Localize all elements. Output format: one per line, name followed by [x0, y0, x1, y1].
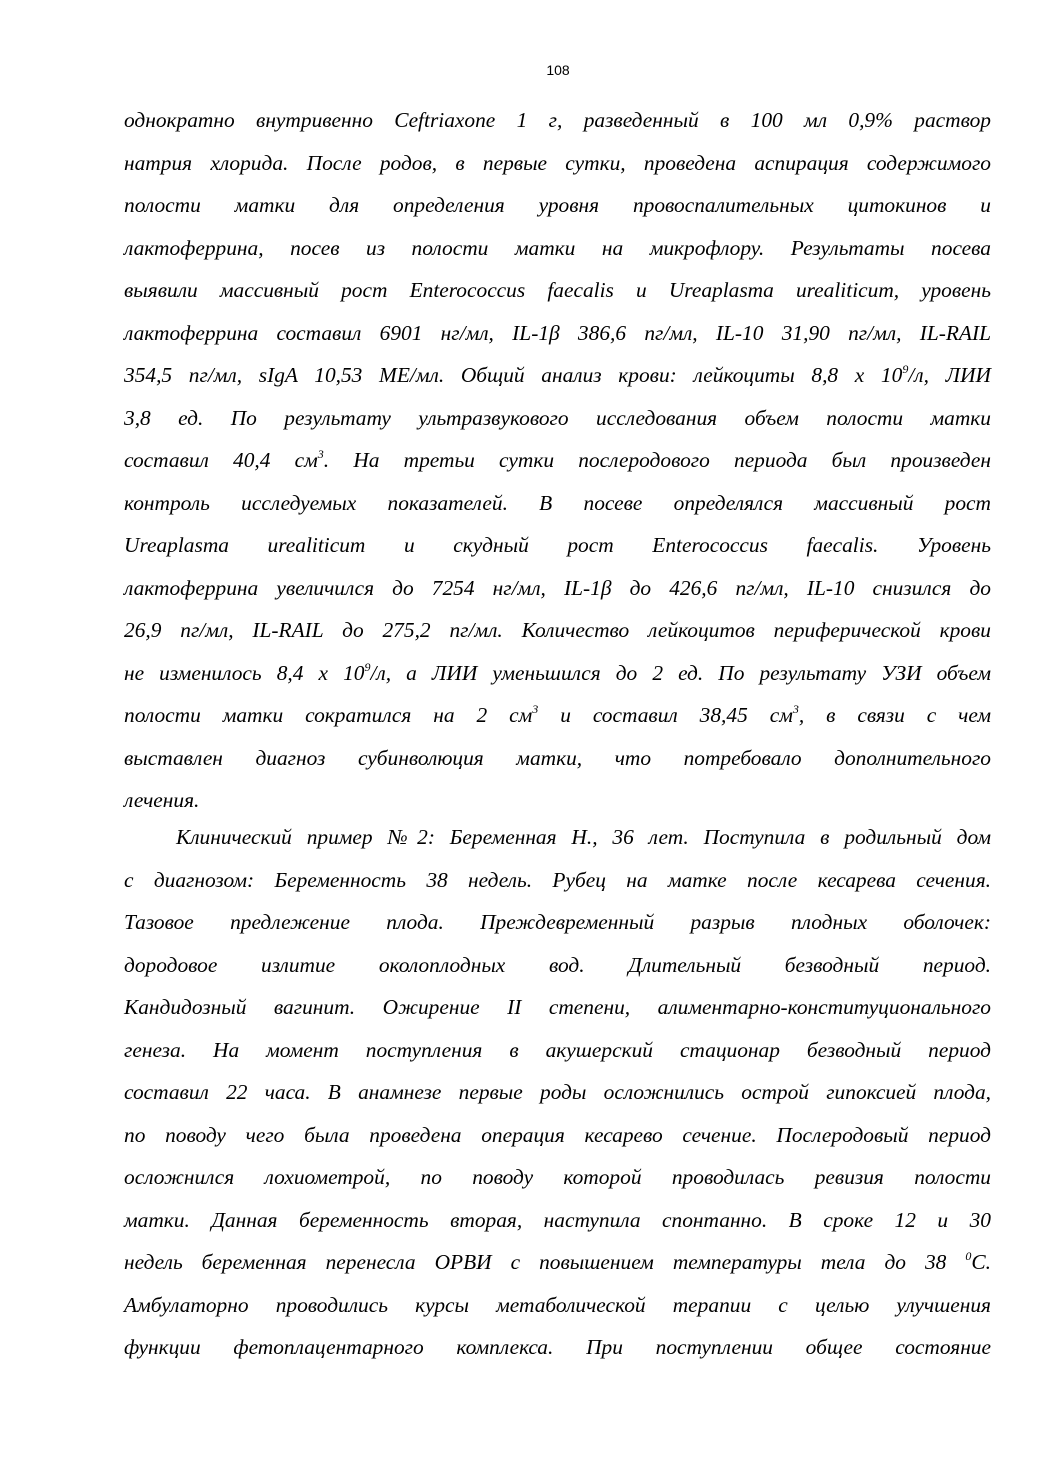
text-segment: лактоферрина, посев из полости матки на микрофлору. Результаты посева [124, 235, 991, 260]
text-line [124, 570, 991, 613]
text-segment: 3,8 ед. По результату ультразвукового исследования объем полости матки [124, 405, 991, 430]
text-segment: с диагнозом: Беременность 38 недель. Рубец на матке после кесарева сечения. [124, 867, 991, 892]
text-line [124, 1074, 991, 1117]
text-segment: и составил 38,45 см [538, 703, 793, 727]
text-segment: натрия хлорида. После родов, в первые сутки, проведена аспирация содержимого [124, 150, 991, 175]
paragraph-case-1 [124, 102, 991, 825]
text-segment: выставлен диагноз субинволюция матки, что потребовало дополнительного [124, 745, 991, 770]
superscript: 3 [792, 702, 799, 716]
text-line [124, 1202, 991, 1245]
text-segment: генеза. На момент поступления в акушерский стационар безводный период [124, 1037, 991, 1062]
text-line [124, 357, 991, 400]
superscript: 0 [965, 1249, 972, 1263]
text-segment: полости матки сократился на 2 см [124, 703, 533, 727]
text-line [124, 272, 991, 315]
text-segment: однократно внутривенно Ceftriaxone 1 г, разведенный в 100 мл 0,9% раствор [124, 108, 991, 132]
text-segment: Кандидозный вагинит. Ожирение II степени, алиментарно-конституционального [124, 995, 991, 1019]
text-segment: /л, а ЛИИ уменьшился до 2 ед. По результату УЗИ объем [370, 660, 992, 685]
text-line [124, 102, 991, 145]
text-segment: по поводу чего была проведена операция кесарево сечение. Послеродовый период [124, 1122, 991, 1147]
text-segment: лечения. [124, 788, 200, 812]
text-segment: не изменилось 8,4 х 10 [124, 660, 365, 685]
superscript: 9 [902, 362, 909, 376]
text-segment: Тазовое предлежение плода. Преждевременный разрыв плодных оболочек: [124, 910, 991, 934]
text-line [124, 947, 991, 990]
text-line [124, 400, 991, 443]
text-segment: осложнился лохиометрой, по поводу которой проводилась ревизия полости [124, 1165, 991, 1189]
page-number: 108 [546, 62, 570, 78]
text-segment: Ureaplasma urealiticum и скудный рост Enterococcus faecalis. Уровень [124, 533, 991, 557]
text-line [124, 989, 991, 1032]
text-segment: функции фетоплацентарного комплекса. При поступлении общее состояние [124, 1335, 991, 1359]
text-segment: лактоферрина составил 6901 нг/мл, IL-1β 386,6 пг/мл, IL-10 31,90 пг/мл, IL-RAIL [124, 320, 991, 345]
text-segment: выявили массивный рост Enterococcus faecalis и Ureaplasma urealiticum, уровень [124, 278, 991, 302]
text-segment: контроль исследуемых показателей. В посеве определялся массивный рост [124, 490, 991, 515]
text-line [124, 485, 991, 528]
text-segment: лактоферрина увеличился до 7254 нг/мл, IL-1β до 426,6 пг/мл, IL-10 снизился до [124, 575, 991, 600]
text-line [124, 145, 991, 188]
text-line [124, 904, 991, 947]
text-segment: составил 40,4 см [124, 448, 318, 472]
text-line [124, 862, 991, 905]
text-line [124, 1117, 991, 1160]
text-segment: недель беременная перенесла ОРВИ с повышением температуры тела до 38 [124, 1250, 966, 1274]
text-segment: 354,5 пг/мл, sIgA 10,53 МЕ/мл. Общий анализ крови: лейкоциты 8,8 х 10 [124, 363, 903, 387]
text-segment: матки. Данная беременность вторая, наступила спонтанно. В сроке 12 и 30 [124, 1207, 991, 1232]
text-segment: полости матки для определения уровня провоспалительных цитокинов и [124, 193, 991, 217]
text-segment: 26,9 пг/мл, IL-RAIL до 275,2 пг/мл. Количество лейкоцитов периферической крови [124, 618, 991, 642]
superscript: 3 [317, 447, 324, 461]
text-line [124, 697, 991, 740]
text-line [124, 230, 991, 273]
text-line [124, 1032, 991, 1075]
text-segment: Амбулаторно проводились курсы метаболической терапии с целью улучшения [124, 1292, 991, 1317]
text-line [124, 1244, 991, 1287]
text-line [124, 442, 991, 485]
text-line [124, 187, 991, 230]
text-line [124, 1329, 991, 1372]
text-segment: составил 22 часа. В анамнезе первые роды осложнились острой гипоксией плода, [124, 1080, 991, 1104]
text-segment: , в связи с чем [798, 703, 991, 727]
text-line [124, 1159, 991, 1202]
text-line [124, 655, 991, 698]
text-segment: . На третьи сутки послеродового периода был произведен [323, 448, 991, 472]
superscript: 9 [364, 659, 371, 674]
text-line [124, 740, 991, 783]
text-line [124, 315, 991, 358]
text-line [124, 1287, 991, 1330]
text-line [124, 527, 991, 570]
text-segment: дородовое излитие околоплодных вод. Длительный безводный период. [124, 952, 991, 977]
paragraph-clinical-example-2 [124, 819, 991, 1372]
text-segment: С. [971, 1250, 991, 1274]
text-segment: Клинический пример №2: Беременная Н., 36 лет. Поступила в родильный дом [176, 825, 991, 849]
superscript: 3 [532, 702, 539, 716]
text-segment: /л, ЛИИ [908, 363, 991, 387]
text-line [124, 612, 991, 655]
text-line [124, 819, 991, 862]
